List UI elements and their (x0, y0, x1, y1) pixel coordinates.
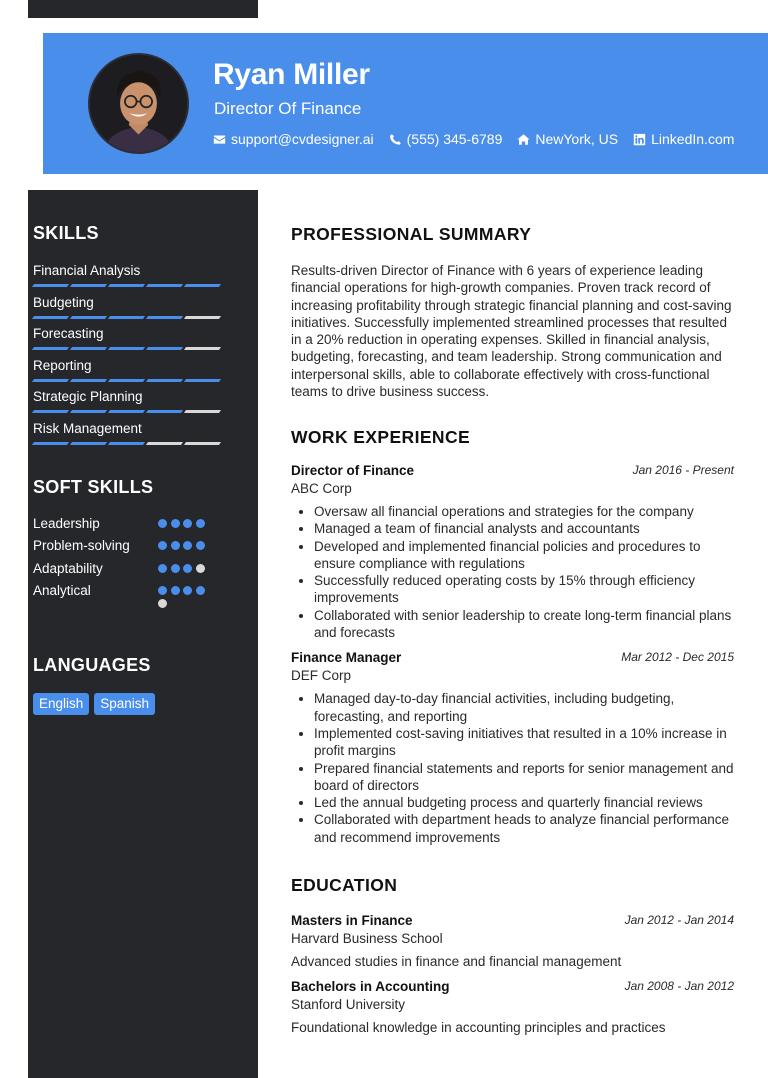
experience-heading: WORK EXPERIENCE (291, 427, 471, 447)
skill-item (33, 295, 225, 327)
phone-text: (555) 345-6789 (406, 131, 503, 147)
skill-item (33, 389, 225, 421)
education-school: Harvard Business School (291, 931, 443, 946)
phone-icon (389, 133, 402, 146)
rating-dot (171, 564, 180, 573)
skill-item (33, 358, 225, 390)
skill-level-bar (33, 442, 225, 445)
rating-dot (196, 586, 205, 595)
skill-level-segment (70, 442, 107, 445)
education-dates: Jan 2012 - Jan 2014 (624, 913, 734, 927)
skills-list (33, 263, 225, 453)
skill-level-segment (108, 442, 145, 445)
soft-skill-name: Leadership (33, 516, 100, 531)
education-description: Foundational knowledge in accounting principles and practices (291, 1020, 666, 1035)
languages-list (33, 693, 160, 715)
skill-level-segment (108, 316, 145, 319)
skill-level-segment (108, 379, 145, 382)
skill-level-segment (184, 316, 221, 319)
skill-level-bar (33, 347, 225, 350)
education-header (291, 913, 736, 930)
job-bullet: • Managed a team of financial analysts and accountants (314, 520, 736, 537)
job-bullets (314, 503, 736, 641)
rating-dot (158, 541, 167, 550)
soft-skill-item (33, 516, 223, 538)
skill-level-segment (184, 379, 221, 382)
soft-skill-item (33, 583, 223, 605)
rating-dot (158, 519, 167, 528)
soft-skill-item (33, 561, 223, 583)
education-degree: Masters in Finance (291, 913, 413, 928)
avatar-portrait-icon (90, 55, 187, 152)
skill-level-segment (70, 410, 107, 413)
job-company: DEF Corp (291, 668, 352, 684)
avatar (88, 53, 189, 154)
skill-name: Forecasting (33, 326, 104, 342)
skill-name: Reporting (33, 357, 92, 373)
rating-dot (196, 541, 205, 550)
rating-dot (183, 519, 192, 528)
skill-level-bar (33, 316, 225, 319)
education-description: Advanced studies in finance and financial management (291, 954, 622, 969)
job-dates: Mar 2012 - Dec 2015 (621, 650, 734, 665)
job-bullet: • Collaborated with department heads to analyze financial performance and recommend improvements (314, 811, 736, 846)
soft-skills-list (33, 516, 223, 605)
skill-level-segment (108, 284, 145, 287)
skill-name: Budgeting (33, 294, 94, 310)
home-icon (517, 133, 530, 146)
job-bullet: • Collaborated with senior leadership to create long-term financial plans and forecasts (314, 607, 736, 642)
soft-skill-rating (158, 564, 213, 577)
skill-level-segment (184, 410, 221, 413)
education-degree: Bachelors in Accounting (291, 979, 450, 994)
contact-row (213, 131, 749, 147)
contact-linkedin[interactable] (633, 131, 734, 147)
soft-skill-name: Adaptability (33, 560, 103, 576)
skill-level-segment (184, 442, 221, 445)
language-badge: Spanish (94, 693, 155, 715)
education-entry (291, 979, 736, 1036)
job-bullets (314, 690, 736, 846)
skill-item (33, 326, 225, 358)
skill-name: Strategic Planning (33, 389, 143, 405)
skill-level-segment (32, 316, 69, 319)
job-bullet: • Successfully reduced operating costs by 15% through efficiency improvements (314, 572, 736, 607)
summary-text: Results-driven Director of Finance with 6 years of experience leading financial operations for high-growth companies. Proven track record of increasing profitability through strategic financial planning and cost-saving initiatives. Successfully implemented streamlined processes that resulted in a 20% reduction in operating expenses. Skilled in financial analysis, budgeting, forecasting, and team leadership. Strong communication and interpersonal skills, able to collaborate effectively with cross-functional teams to drive business success. (291, 263, 732, 400)
languages-heading: LANGUAGES (33, 655, 151, 675)
education-heading: EDUCATION (291, 875, 398, 895)
skill-level-segment (32, 442, 69, 445)
experience-list (291, 463, 736, 846)
job-role: Director of Finance (291, 463, 415, 478)
skill-level-segment (32, 379, 69, 382)
job-bullet: • Oversaw all financial operations and strategies for the company (314, 503, 736, 520)
skill-level-segment (146, 379, 183, 382)
rating-dot (183, 541, 192, 550)
linkedin-icon (633, 133, 646, 146)
candidate-title: Director Of Finance (214, 99, 362, 118)
skill-level-segment (146, 347, 183, 350)
job-dates: Jan 2016 - Present (632, 463, 734, 477)
soft-skill-name: Analytical (33, 582, 91, 598)
skill-name: Financial Analysis (33, 263, 141, 278)
rating-dot (183, 586, 192, 595)
skill-item (33, 421, 225, 453)
job-entry (291, 650, 736, 846)
skill-level-segment (70, 284, 107, 287)
job-entry (291, 463, 736, 641)
education-school: Stanford University (291, 997, 406, 1012)
envelope-icon (213, 133, 226, 146)
job-bullet: • Prepared financial statements and reports for senior management and board of directors (314, 760, 736, 795)
job-role: Finance Manager (291, 650, 402, 666)
job-bullet: • Managed day-to-day financial activities, including budgeting, forecasting, and reporting (314, 690, 736, 725)
rating-dot (196, 519, 205, 528)
skill-level-segment (146, 316, 183, 319)
skill-item (33, 263, 225, 295)
contact-phone[interactable] (389, 131, 503, 147)
skill-level-segment (108, 347, 145, 350)
soft-skills-heading: SOFT SKILLS (33, 477, 154, 497)
skill-level-segment (146, 284, 183, 287)
rating-dot (183, 564, 192, 573)
job-bullet: • Developed and implemented financial policies and procedures to ensure compliance with regulations (314, 538, 736, 573)
skill-level-segment (146, 410, 183, 413)
job-bullet: • Implemented cost-saving initiatives that resulted in a 10% increase in profit margins (314, 725, 736, 760)
job-header (291, 463, 736, 480)
education-entry (291, 913, 736, 970)
skill-level-segment (184, 284, 221, 287)
soft-skill-item (33, 538, 223, 560)
skill-level-segment (70, 379, 107, 382)
contact-email[interactable] (213, 131, 374, 147)
soft-skill-rating (158, 519, 213, 532)
skill-level-bar (33, 379, 225, 382)
skill-level-bar (33, 410, 225, 413)
skill-level-segment (70, 316, 107, 319)
candidate-name: Ryan Miller (213, 58, 370, 91)
skills-heading: SKILLS (33, 223, 99, 243)
skill-level-segment (32, 410, 69, 413)
rating-dot (158, 586, 167, 595)
education-dates: Jan 2008 - Jan 2012 (624, 979, 734, 993)
rating-dot (171, 519, 180, 528)
location-text: NewYork, US (535, 131, 619, 147)
soft-skill-rating (158, 586, 213, 612)
skill-level-segment (108, 410, 145, 413)
rating-dot (158, 599, 167, 608)
job-bullet: • Led the annual budgeting process and quarterly financial reviews (314, 794, 736, 811)
skill-name: Risk Management (33, 420, 142, 436)
language-badge: English (33, 693, 89, 715)
skill-level-segment (32, 347, 69, 350)
skill-level-segment (146, 442, 183, 445)
rating-dot (196, 564, 205, 573)
soft-skill-name: Problem-solving (33, 538, 130, 554)
email-text: support@cvdesigner.ai (231, 131, 374, 147)
rating-dot (171, 541, 180, 550)
linkedin-text: LinkedIn.com (651, 131, 735, 147)
education-list (291, 913, 736, 1036)
job-company: ABC Corp (291, 481, 352, 496)
soft-skill-rating (158, 541, 213, 554)
contact-location (517, 131, 618, 147)
job-header (291, 650, 736, 667)
skill-level-segment (32, 284, 69, 287)
skill-level-segment (70, 347, 107, 350)
rating-dot (158, 564, 167, 573)
rating-dot (171, 586, 180, 595)
summary-heading: PROFESSIONAL SUMMARY (291, 224, 532, 244)
skill-level-segment (184, 347, 221, 350)
skill-level-bar (33, 284, 225, 287)
education-header (291, 979, 736, 996)
